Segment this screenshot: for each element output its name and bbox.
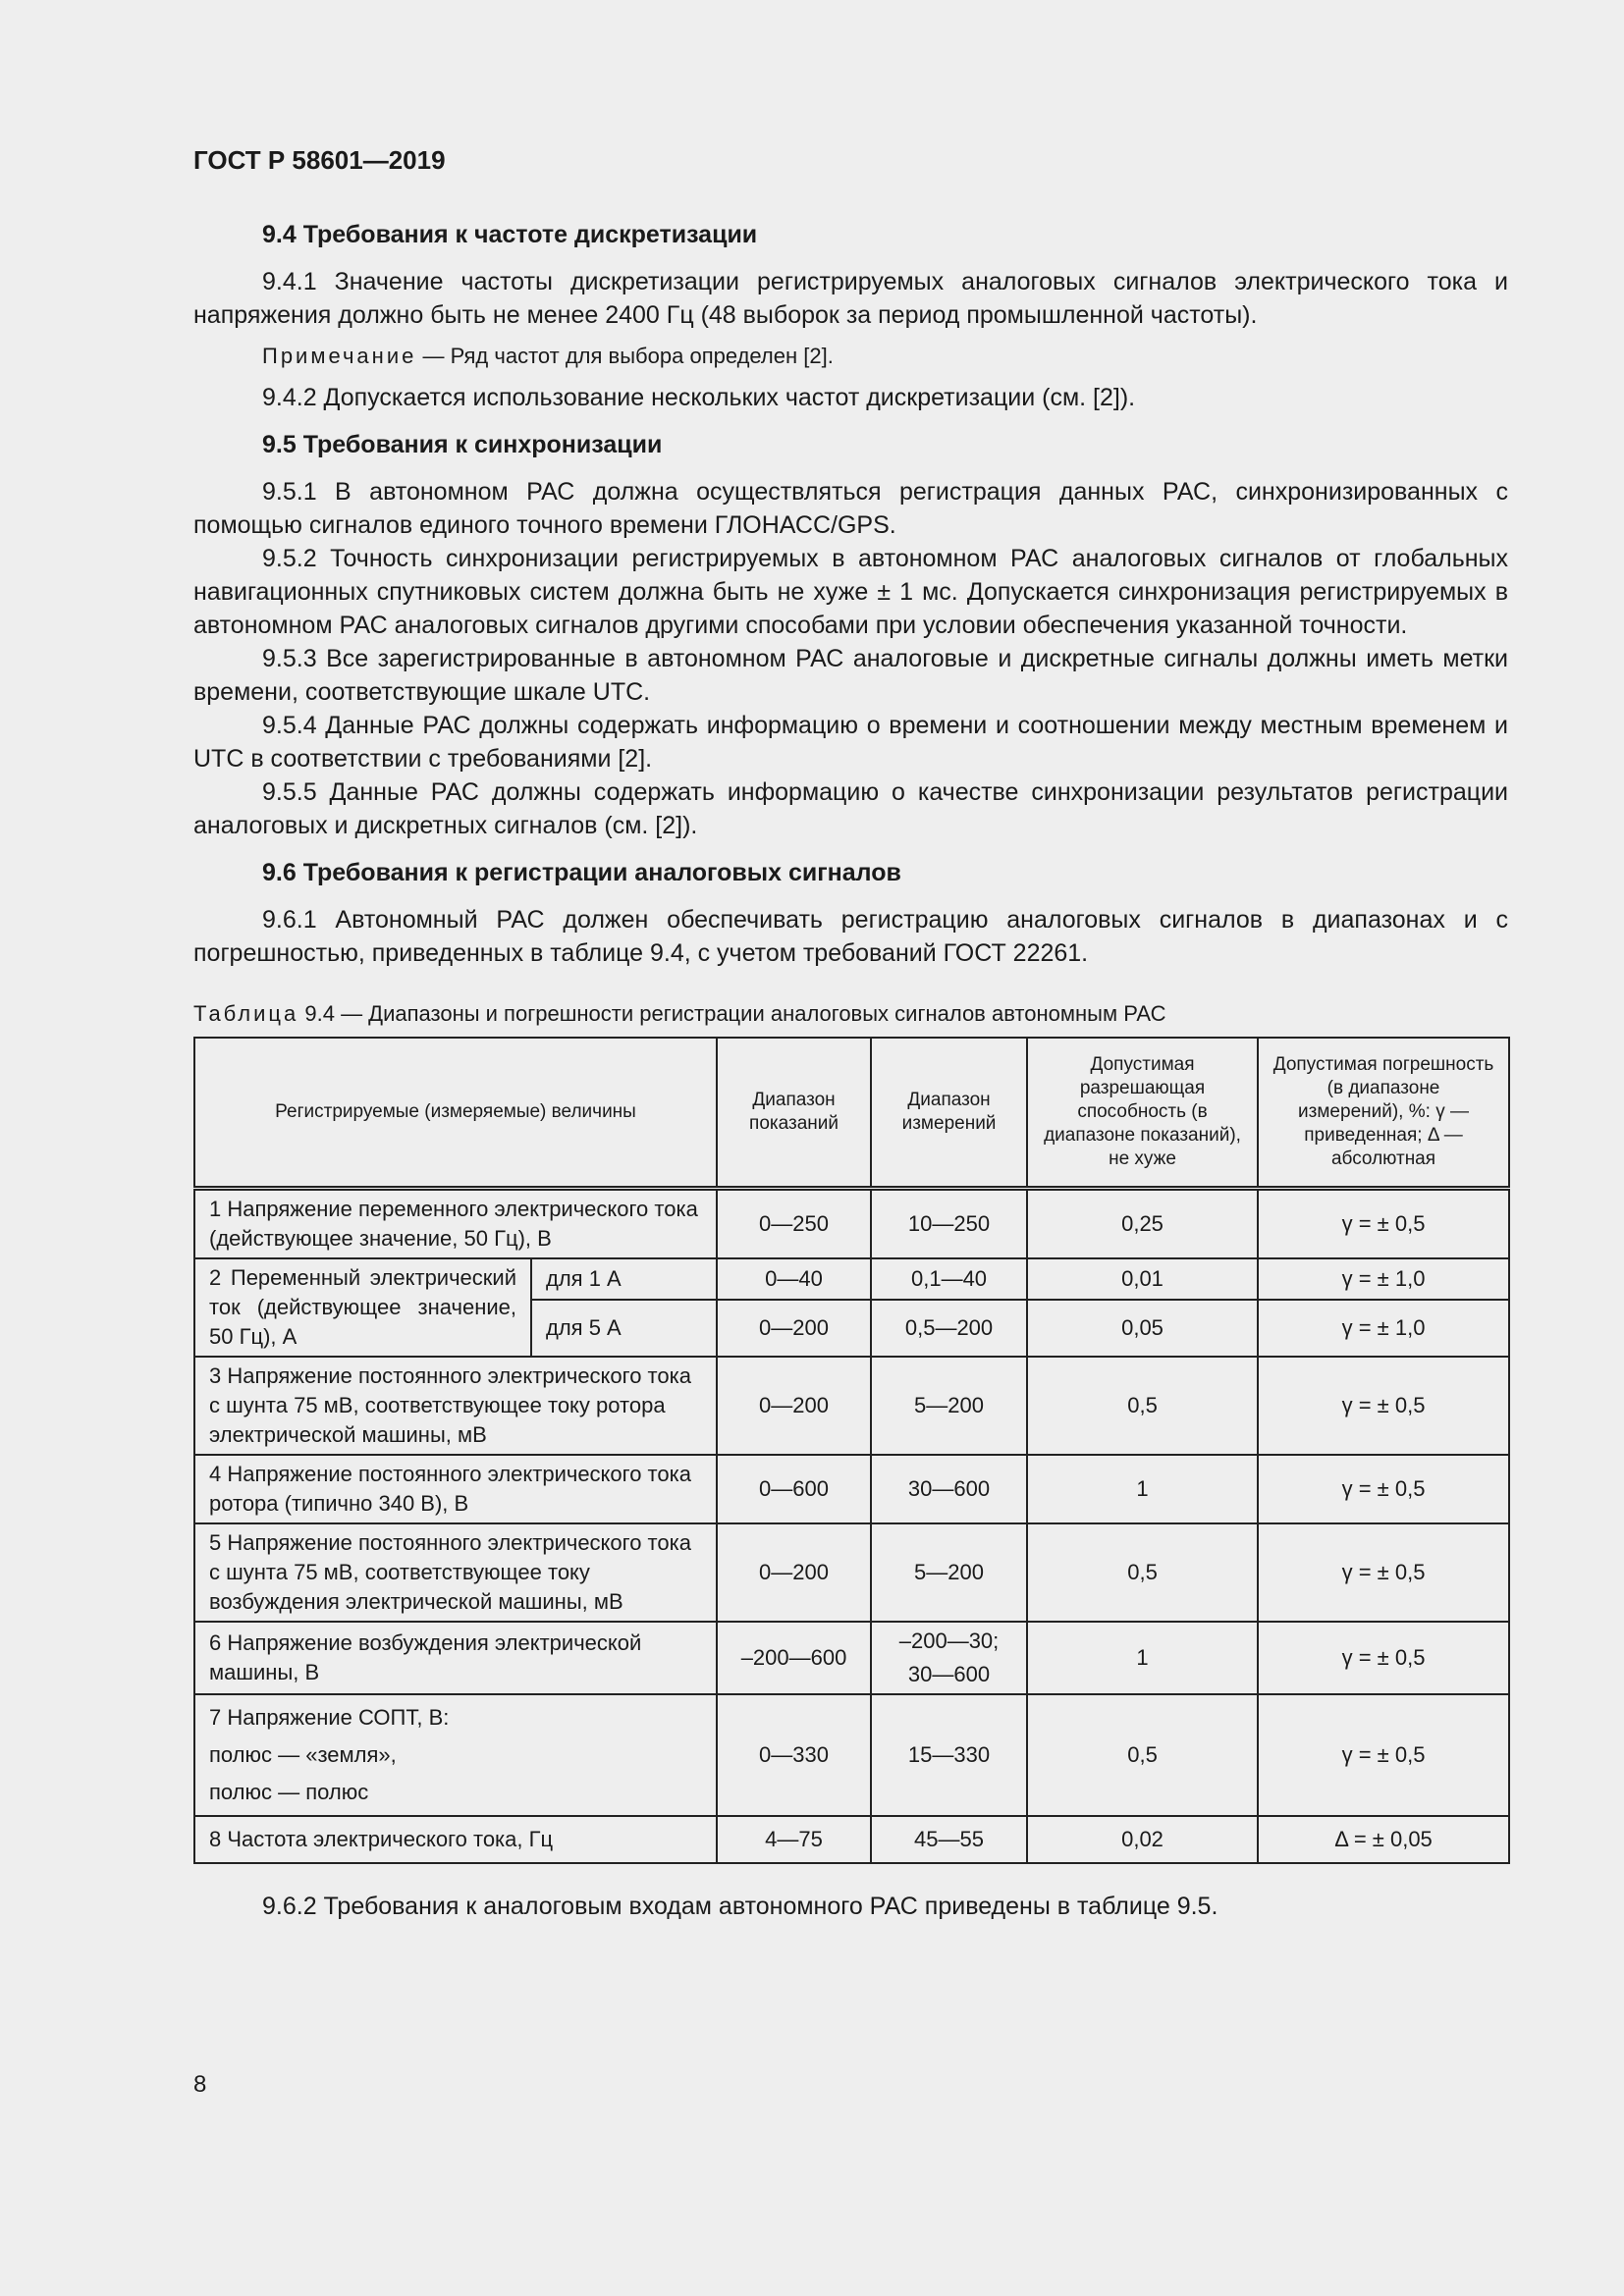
row-7-name-c: полюс — полюс bbox=[209, 1780, 369, 1804]
header-measurement-range: Диапазон измерений bbox=[871, 1038, 1027, 1189]
row-5-indication: 0—200 bbox=[717, 1523, 871, 1622]
row-7-name bbox=[194, 1694, 717, 1816]
row-2a-indication: 0—40 bbox=[717, 1258, 871, 1300]
row-3-resolution: 0,5 bbox=[1027, 1357, 1258, 1455]
row-7-indication: 0—330 bbox=[717, 1694, 871, 1816]
table-row bbox=[194, 1189, 1509, 1259]
row-4-error: γ = ± 0,5 bbox=[1258, 1455, 1509, 1523]
row-4-resolution: 1 bbox=[1027, 1455, 1258, 1523]
row-2a-measurement: 0,1—40 bbox=[871, 1258, 1027, 1300]
row-2b-resolution: 0,05 bbox=[1027, 1300, 1258, 1357]
row-6-measurement bbox=[871, 1622, 1027, 1694]
note-text: — Ряд частот для выбора определен [2]. bbox=[416, 344, 834, 368]
table-row bbox=[194, 1258, 1509, 1300]
row-8-measurement: 45—55 bbox=[871, 1816, 1027, 1863]
paragraph-9-6-2: 9.6.2 Требования к аналоговым входам автономного РАС приведены в таблице 9.5. bbox=[262, 1893, 1218, 1920]
row-1-indication: 0—250 bbox=[717, 1189, 871, 1259]
note bbox=[262, 340, 1508, 373]
table-row bbox=[194, 1523, 1509, 1622]
header-quantity: Регистрируемые (измеряемые) величины bbox=[194, 1038, 717, 1189]
row-6-indication: –200—600 bbox=[717, 1622, 871, 1694]
table-row bbox=[194, 1622, 1509, 1694]
row-1-resolution: 0,25 bbox=[1027, 1189, 1258, 1259]
row-5-measurement: 5—200 bbox=[871, 1523, 1027, 1622]
row-4-indication: 0—600 bbox=[717, 1455, 871, 1523]
row-4-name: 4 Напряжение постоянного электрического тока ротора (типично 340 В), В bbox=[194, 1455, 717, 1523]
table-row bbox=[194, 1816, 1509, 1863]
row-6-error: γ = ± 0,5 bbox=[1258, 1622, 1509, 1694]
row-3-name: 3 Напряжение постоянного электрического тока с шунта 75 мВ, соответствующее току ротора электрической машины, мВ bbox=[194, 1357, 717, 1455]
table-row bbox=[194, 1455, 1509, 1523]
row-8-name: 8 Частота электрического тока, Гц bbox=[194, 1816, 717, 1863]
row-6-name: 6 Напряжение возбуждения электрической машины, В bbox=[194, 1622, 717, 1694]
header-resolution: Допустимая разрешающая способность (в диапазоне показаний), не хуже bbox=[1027, 1038, 1258, 1189]
row-2b-measurement: 0,5—200 bbox=[871, 1300, 1027, 1357]
table-caption bbox=[193, 999, 1508, 1029]
document-id-header: ГОСТ Р 58601—2019 bbox=[193, 145, 446, 175]
row-2-sub-2: для 5 А bbox=[531, 1300, 717, 1357]
paragraph-9-5-1: 9.5.1 В автономном РАС должна осуществляться регистрация данных РАС, синхронизированных с помощью сигналов единого точного времени ГЛОНАСС/GPS. bbox=[193, 478, 1508, 539]
row-1-name: 1 Напряжение переменного электрического тока (действующее значение, 50 Гц), В bbox=[194, 1189, 717, 1259]
table-caption-label: Таблица bbox=[193, 1001, 299, 1026]
page-content bbox=[193, 218, 1508, 1923]
paragraph-9-6-1: 9.6.1 Автономный РАС должен обеспечивать регистрацию аналоговых сигналов в диапазонах и с погрешностью, приведенных в таблице 9.4, с учетом требований ГОСТ 22261. bbox=[193, 906, 1508, 967]
row-3-indication: 0—200 bbox=[717, 1357, 871, 1455]
note-label: Примечание bbox=[262, 344, 417, 368]
row-2-name: 2 Переменный электрический ток (действующее значение, 50 Гц), А bbox=[194, 1258, 531, 1357]
row-1-measurement: 10—250 bbox=[871, 1189, 1027, 1259]
row-5-name: 5 Напряжение постоянного электрического тока с шунта 75 мВ, соответствующее току возбуждения электрической машины, мВ bbox=[194, 1523, 717, 1622]
section-heading-9-6: 9.6 Требования к регистрации аналоговых сигналов bbox=[262, 859, 901, 886]
row-7-name-b: полюс — «земля», bbox=[209, 1742, 397, 1767]
page-number: 8 bbox=[193, 2071, 207, 2098]
paragraph-9-4-2: 9.4.2 Допускается использование нескольких частот дискретизации (см. [2]). bbox=[262, 384, 1136, 411]
row-7-name-a: 7 Напряжение СОПТ, В: bbox=[209, 1705, 450, 1730]
row-7-measurement: 15—330 bbox=[871, 1694, 1027, 1816]
row-2b-indication: 0—200 bbox=[717, 1300, 871, 1357]
ranges-table bbox=[193, 1037, 1510, 1864]
row-5-resolution: 0,5 bbox=[1027, 1523, 1258, 1622]
table-caption-text: 9.4 — Диапазоны и погрешности регистрации аналоговых сигналов автономным РАС bbox=[298, 1001, 1166, 1026]
row-8-indication: 4—75 bbox=[717, 1816, 871, 1863]
header-error: Допустимая погрешность (в диапазоне измерений), %: γ — приведенная; Δ — абсолютная bbox=[1258, 1038, 1509, 1189]
row-6-resolution: 1 bbox=[1027, 1622, 1258, 1694]
row-8-error: Δ = ± 0,05 bbox=[1258, 1816, 1509, 1863]
paragraph-9-5-3: 9.5.3 Все зарегистрированные в автономном РАС аналоговые и дискретные сигналы должны иметь метки времени, соответствующие шкале UTC. bbox=[193, 645, 1508, 706]
section-heading-9-4: 9.4 Требования к частоте дискретизации bbox=[262, 221, 758, 248]
row-2a-error: γ = ± 1,0 bbox=[1258, 1258, 1509, 1300]
paragraph-9-5-4: 9.5.4 Данные РАС должны содержать информацию о времени и соотношении между местным временем и UTC в соответствии с требованиями [2]. bbox=[193, 712, 1508, 773]
section-heading-9-5: 9.5 Требования к синхронизации bbox=[262, 431, 663, 458]
row-2-sub-1: для 1 А bbox=[531, 1258, 717, 1300]
row-6-measurement-b: 30—600 bbox=[907, 1662, 991, 1686]
row-2a-resolution: 0,01 bbox=[1027, 1258, 1258, 1300]
row-5-error: γ = ± 0,5 bbox=[1258, 1523, 1509, 1622]
header-indication-range: Диапазон показаний bbox=[717, 1038, 871, 1189]
table-row bbox=[194, 1694, 1509, 1816]
row-4-measurement: 30—600 bbox=[871, 1455, 1027, 1523]
row-7-error: γ = ± 0,5 bbox=[1258, 1694, 1509, 1816]
row-3-measurement: 5—200 bbox=[871, 1357, 1027, 1455]
row-7-resolution: 0,5 bbox=[1027, 1694, 1258, 1816]
row-1-error: γ = ± 0,5 bbox=[1258, 1189, 1509, 1259]
row-2b-error: γ = ± 1,0 bbox=[1258, 1300, 1509, 1357]
paragraph-9-4-1: 9.4.1 Значение частоты дискретизации регистрируемых аналоговых сигналов электрического тока и напряжения должно быть не менее 2400 Гц (48 выборок за период промышленной частоты). bbox=[193, 268, 1508, 329]
row-6-measurement-a: –200—30; bbox=[898, 1629, 1000, 1653]
paragraph-9-5-2: 9.5.2 Точность синхронизации регистрируемых в автономном РАС аналоговых сигналов от глобальных навигационных спутниковых систем должна быть не хуже ± 1 мс. Допускается синхронизация регистрируемых в автономном РАС аналоговых сигналов другими способами при условии обеспечения указанной точности. bbox=[193, 545, 1508, 639]
table-row bbox=[194, 1357, 1509, 1455]
row-3-error: γ = ± 0,5 bbox=[1258, 1357, 1509, 1455]
row-8-resolution: 0,02 bbox=[1027, 1816, 1258, 1863]
paragraph-9-5-5: 9.5.5 Данные РАС должны содержать информацию о качестве синхронизации результатов регистрации аналоговых и дискретных сигналов (см. [2]). bbox=[193, 778, 1508, 839]
